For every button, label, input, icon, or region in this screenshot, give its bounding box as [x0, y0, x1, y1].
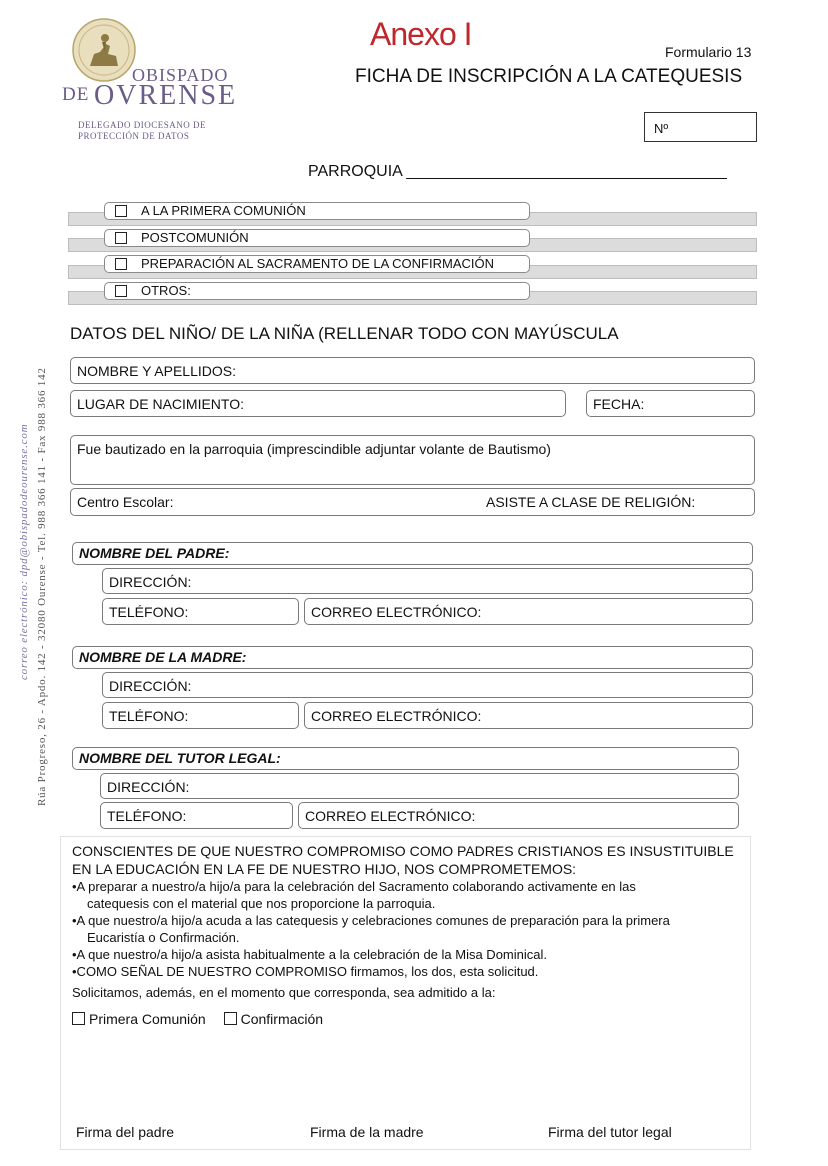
child-school-field[interactable]	[70, 488, 755, 516]
parish-field[interactable]: PARROQUIA ____________________________________	[308, 163, 727, 180]
option-postcommunion[interactable]	[104, 229, 530, 247]
father-name-field[interactable]: NOMBRE DEL PADRE:	[72, 542, 753, 565]
logo-text-obispado: OBISPADO	[132, 65, 229, 85]
mother-email-field[interactable]: CORREO ELECTRÓNICO:	[304, 702, 753, 729]
commitment-bullet-2: •A que nuestro/a hijo/a acuda a las catequesis y celebraciones comunes de preparación para la primera	[72, 913, 670, 928]
diocese-seal-logo	[72, 18, 136, 82]
tutor-signature-label: Firma del tutor legal	[548, 1124, 672, 1140]
mother-address-field[interactable]: DIRECCIÓN:	[102, 672, 753, 698]
form-number: Formulario 13	[665, 44, 752, 60]
father-phone-field[interactable]: TELÉFONO:	[102, 598, 299, 625]
commitment-heading-2: EN LA EDUCACIÓN EN LA FE DE NUESTRO HIJO, NOS COMPROMETEMOS:	[72, 861, 577, 877]
option-label: A LA PRIMERA COMUNIÓN	[141, 203, 306, 218]
option-other[interactable]	[104, 282, 530, 300]
tutor-email-field[interactable]: CORREO ELECTRÓNICO:	[298, 802, 739, 829]
mother-signature-label: Firma de la madre	[310, 1124, 424, 1140]
confirmation-checkbox[interactable]	[224, 1012, 237, 1025]
checkbox[interactable]	[115, 205, 127, 217]
first-communion-checkbox[interactable]	[72, 1012, 85, 1025]
option-confirmation[interactable]	[104, 255, 530, 273]
checkbox[interactable]	[115, 232, 127, 244]
option-first-communion[interactable]	[104, 202, 530, 220]
checkbox[interactable]	[115, 258, 127, 270]
annex-title: Anexo I	[370, 16, 472, 52]
admission-request: Solicitamos, además, en el momento que corresponda, sea admitido a la:	[72, 985, 496, 1000]
logo-text-ourense: OVRENSE	[94, 80, 238, 111]
number-label: Nº	[654, 121, 669, 136]
father-email-field[interactable]: CORREO ELECTRÓNICO:	[304, 598, 753, 625]
logo-subtitle-2: PROTECCIÓN DE DATOS	[78, 131, 190, 141]
option-label: PREPARACIÓN AL SACRAMENTO DE LA CONFIRMACIÓN	[141, 256, 494, 271]
commitment-bullet-3: •A que nuestro/a hijo/a asista habitualmente a la celebración de la Misa Dominical.	[72, 947, 547, 962]
commitment-text	[72, 842, 762, 1028]
side-address-text: Rúa Progreso, 26 - Apdo. 142 - 32080 Ourense - Tel. 988 366 141 - Fax 988 366 142	[36, 367, 48, 806]
mother-name-field[interactable]: NOMBRE DE LA MADRE:	[72, 646, 753, 669]
child-birthplace-field[interactable]: LUGAR DE NACIMIENTO:	[70, 390, 566, 417]
confirmation-label: Confirmación	[240, 1011, 324, 1027]
father-address-field[interactable]: DIRECCIÓN:	[102, 568, 753, 594]
mother-phone-field[interactable]: TELÉFONO:	[102, 702, 299, 729]
tutor-phone-field[interactable]: TELÉFONO:	[100, 802, 293, 829]
tutor-name-field[interactable]: NOMBRE DEL TUTOR LEGAL:	[72, 747, 739, 770]
commitment-bullet-4: •COMO SEÑAL DE NUESTRO COMPROMISO firmamos, los dos, esta solicitud.	[72, 964, 539, 979]
commitment-bullet-1-cont: catequesis con el material que nos proporcione la parroquia.	[87, 896, 436, 911]
religion-class-label: ASISTE A CLASE DE RELIGIÓN:	[486, 494, 696, 510]
child-section-title: DATOS DEL NIÑO/ DE LA NIÑA (RELLENAR TODO CON MAYÚSCULA	[70, 324, 619, 343]
first-communion-label: Primera Comunión	[89, 1011, 206, 1027]
child-baptism-field[interactable]: Fue bautizado en la parroquia (imprescindible adjuntar volante de Bautismo)	[70, 435, 755, 485]
logo-text-de: DE	[62, 84, 90, 105]
commitment-bullet-1: •A preparar a nuestro/a hijo/a para la celebración del Sacramento colaborando activamente en las	[72, 879, 636, 894]
registration-number-box[interactable]	[644, 112, 757, 142]
page-title: FICHA DE INSCRIPCIÓN A LA CATEQUESIS	[355, 66, 743, 87]
commitment-bullet-2-cont: Eucaristía o Confirmación.	[87, 930, 240, 945]
child-name-field[interactable]: NOMBRE Y APELLIDOS:	[70, 357, 755, 384]
option-label: POSTCOMUNIÓN	[141, 230, 249, 245]
option-label: OTROS:	[141, 283, 191, 298]
side-email-text: correo electrónico: dpd@obispadodeourense.com	[18, 423, 30, 680]
commitment-heading-1: CONSCIENTES DE QUE NUESTRO COMPROMISO COMO PADRES CRISTIANOS ES INSUSTITUIBLE	[72, 843, 734, 859]
tutor-address-field[interactable]: DIRECCIÓN:	[100, 773, 739, 799]
child-date-field[interactable]: FECHA:	[586, 390, 755, 417]
father-signature-label: Firma del padre	[76, 1124, 175, 1140]
school-label: Centro Escolar:	[77, 494, 174, 510]
checkbox[interactable]	[115, 285, 127, 297]
logo-subtitle-1: DELEGADO DIOCESANO DE	[78, 120, 206, 130]
